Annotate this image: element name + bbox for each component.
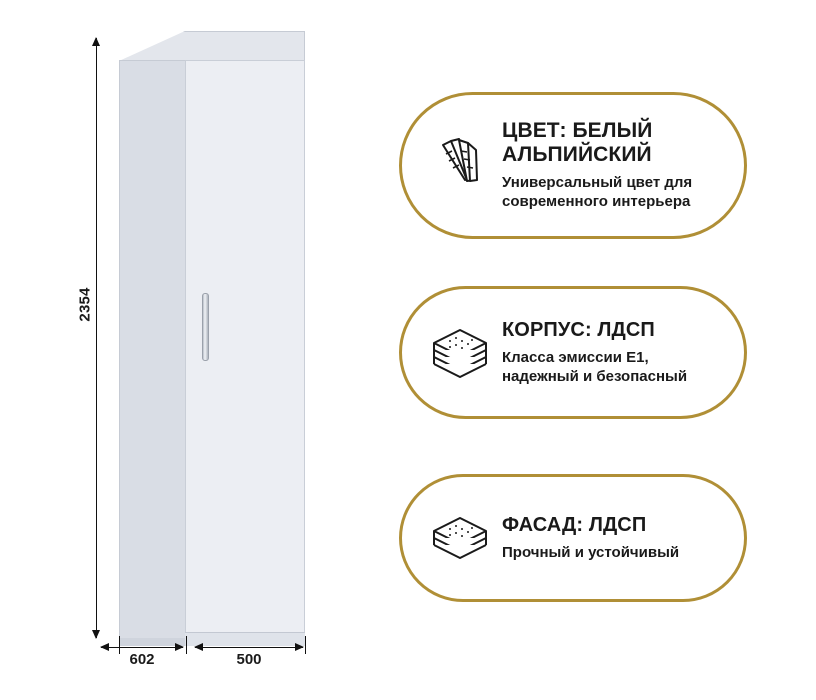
feature-card-color-text [496, 119, 718, 211]
feature-card-color [399, 92, 747, 239]
feature-title-line1: ЦВЕТ: БЕЛЫЙ [502, 119, 653, 143]
extension-tick [186, 636, 187, 654]
feature-title-line2: АЛЬПИЙСКИЙ [502, 143, 652, 167]
feature-card-facade [399, 474, 747, 602]
feature-card-facade-text [496, 514, 718, 562]
extension-tick [305, 636, 306, 654]
feature-card-body-title: КОРПУС: ЛДСП [502, 318, 655, 341]
cabinet-side-panel [119, 60, 186, 646]
cabinet-top-panel [119, 31, 305, 61]
feature-card-color-description: Универсальный цвет для современного интерьера [502, 174, 693, 211]
arrow-down-icon [92, 630, 100, 639]
arrow-left-icon [100, 643, 109, 651]
extension-tick [119, 636, 120, 654]
cabinet-plinth [185, 632, 305, 646]
cabinet-drawing [119, 31, 305, 646]
feature-card-color-title [502, 119, 718, 167]
feature-card-facade-description: Прочный и устойчивый [502, 543, 680, 561]
height-dimension-line [96, 38, 97, 638]
feature-card-body-description: Класса эмиссии E1, надежный и безопасный [502, 348, 688, 385]
width-dimension-label: 500 [236, 651, 262, 668]
color-swatch-fan-icon [424, 135, 496, 197]
arrow-up-icon [92, 37, 100, 46]
arrow-right-icon [295, 643, 304, 651]
product-illustration [0, 0, 380, 700]
door-handle-icon [202, 293, 209, 361]
arrow-right-icon [175, 643, 184, 651]
chipboard-layers-icon [424, 324, 496, 382]
height-dimension-label: 2354 [76, 287, 94, 322]
depth-dimension-line [101, 647, 183, 648]
arrow-left-icon [194, 643, 203, 651]
feature-card-body-text [496, 319, 718, 386]
feature-card-facade-title: ФАСАД: ЛДСП [502, 514, 647, 536]
feature-card-body [399, 286, 747, 419]
width-dimension-line [195, 647, 303, 648]
chipboard-panel-icon [424, 512, 496, 564]
depth-dimension-label: 602 [129, 651, 155, 668]
